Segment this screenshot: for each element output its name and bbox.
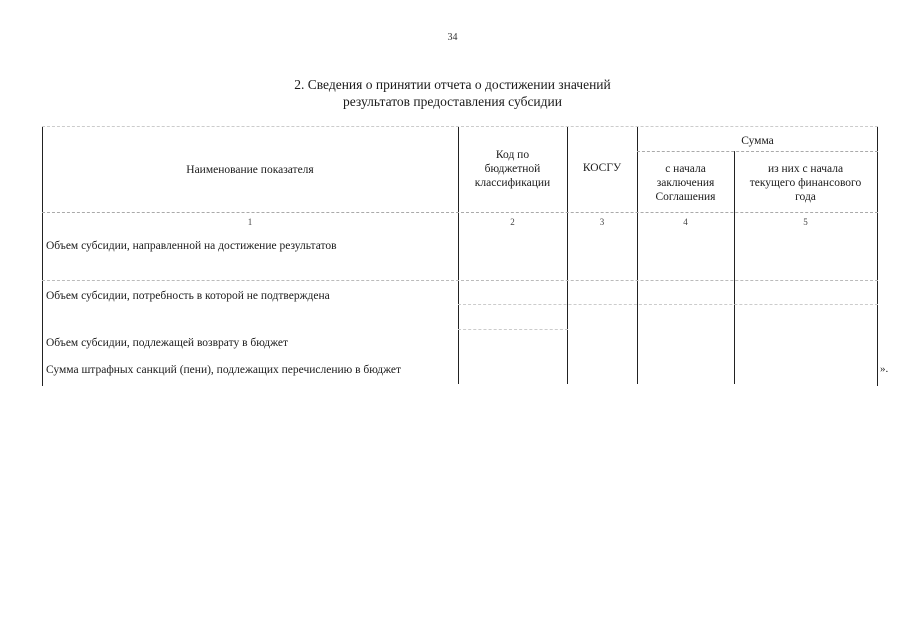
sum-subheader-rule — [637, 151, 878, 152]
header-current-year-line-3: года — [795, 191, 816, 203]
header-budget-code-line-3: классификации — [474, 177, 551, 189]
table-border-right — [877, 126, 878, 386]
column-number-4: 4 — [683, 217, 688, 227]
header-since-agreement-line-1: с начала — [665, 163, 706, 175]
column-number-5: 5 — [803, 217, 808, 227]
row-rule-3 — [458, 329, 568, 330]
header-current-year-line-2: текущего финансового — [749, 177, 862, 189]
header-kosgu: КОСГУ — [582, 162, 622, 174]
header-current-year-line-1: из них с начала — [767, 163, 844, 175]
row-label-subsidy-return: Объем субсидии, подлежащей возврату в бюджет — [46, 337, 289, 349]
header-current-year — [734, 162, 877, 204]
header-budget-code-line-1: Код по — [495, 149, 530, 161]
page-number: 34 — [447, 32, 458, 43]
header-budget-code-line-2: бюджетной — [484, 163, 541, 175]
section-title — [0, 76, 905, 110]
header-since-agreement-line-2: заключения — [656, 177, 715, 189]
header-since-agreement-line-3: Соглашения — [655, 191, 716, 203]
header-since-agreement — [637, 162, 734, 204]
header-indicator-name: Наименование показателя — [186, 164, 314, 176]
report-table — [42, 126, 878, 386]
header-top-rule — [42, 126, 878, 127]
header-sum: Сумма — [741, 135, 774, 147]
row-rule-1 — [42, 280, 878, 281]
section-title-line-1: 2. Сведения о принятии отчета о достижении значений — [294, 77, 611, 92]
row-label-subsidy-directed: Объем субсидии, направленной на достижение результатов — [46, 240, 337, 252]
header-budget-code — [458, 148, 567, 190]
header-bottom-rule — [42, 212, 878, 213]
row-label-penalties: Сумма штрафных санкций (пени), подлежащих перечислению в бюджет — [46, 364, 402, 376]
row-label-subsidy-unconfirmed: Объем субсидии, потребность в которой не подтверждена — [46, 290, 330, 302]
column-number-2: 2 — [510, 217, 515, 227]
column-number-3: 3 — [599, 217, 605, 227]
row-rule-2 — [458, 304, 878, 305]
column-number-1: 1 — [247, 217, 253, 227]
section-title-line-2: результатов предоставления субсидии — [343, 94, 562, 109]
closing-quote-mark: ». — [880, 363, 889, 375]
